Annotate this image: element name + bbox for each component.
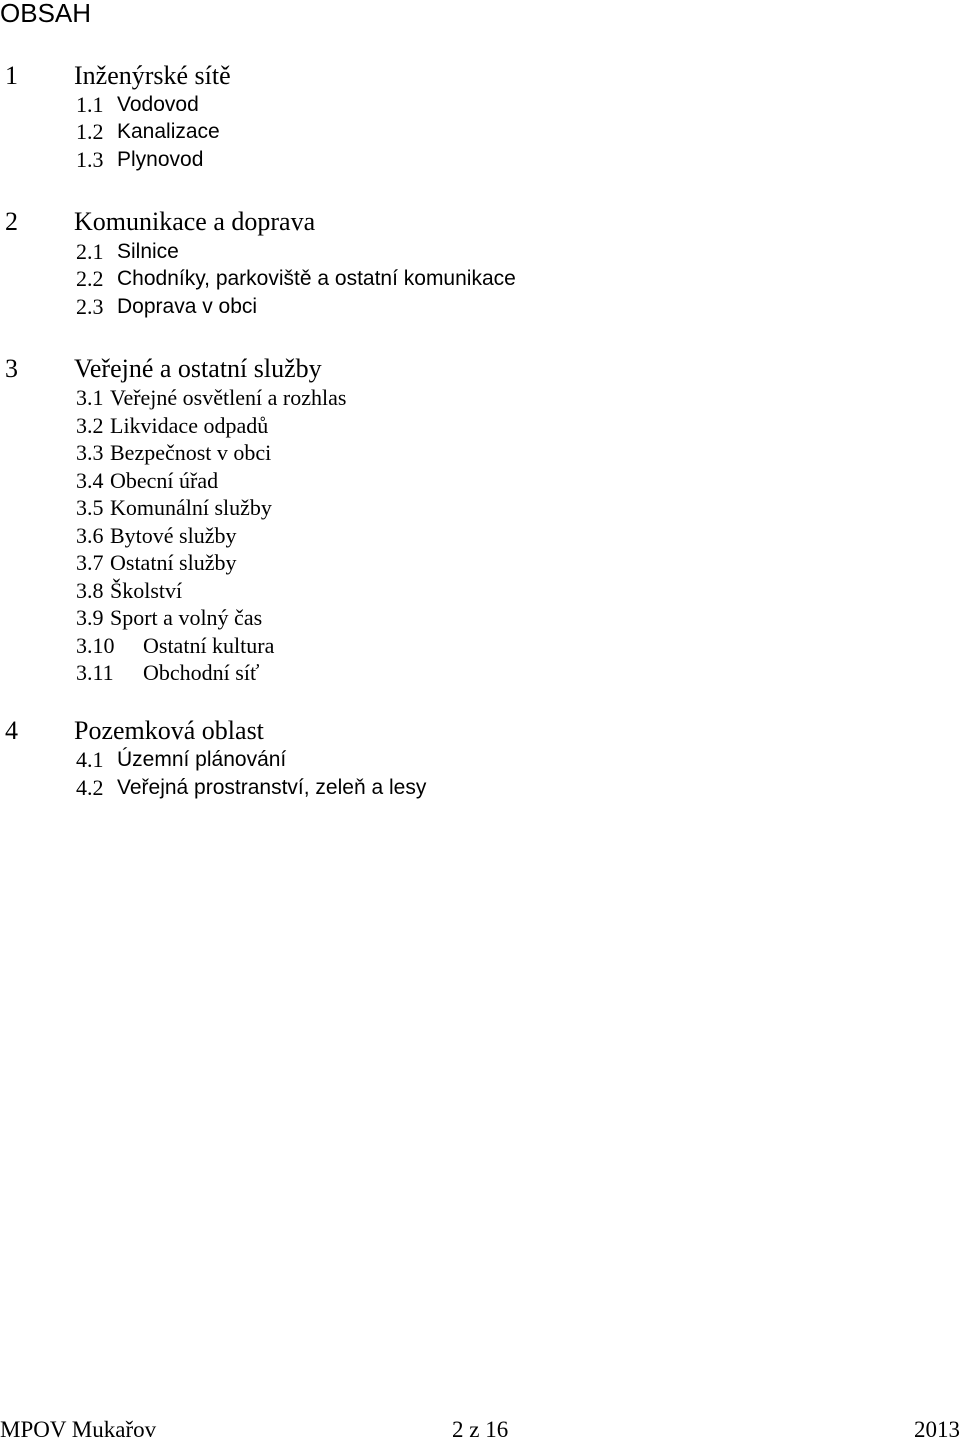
section-number: 2 xyxy=(5,207,18,236)
section-number: 1 xyxy=(5,61,18,90)
toc-item xyxy=(0,118,960,146)
toc-item xyxy=(0,384,960,412)
item-label: Územní plánování xyxy=(117,748,287,771)
toc-item xyxy=(0,467,960,495)
item-number: 3.7 xyxy=(76,550,104,575)
item-label: Likvidace odpadů xyxy=(110,413,269,438)
toc-item xyxy=(0,632,960,660)
item-number: 1.3 xyxy=(76,147,104,172)
item-number: 3.5 xyxy=(76,495,104,520)
item-number: 3.11 xyxy=(76,660,114,685)
item-label: Bytové služby xyxy=(110,523,237,548)
item-label: Bezpečnost v obci xyxy=(110,440,272,465)
section-title: Veřejné a ostatní služby xyxy=(74,354,322,383)
toc-section-heading xyxy=(0,62,960,90)
toc-section-heading xyxy=(0,208,960,236)
toc-item xyxy=(0,91,960,119)
item-label: Veřejná prostranství, zeleň a lesy xyxy=(117,776,427,799)
toc-item xyxy=(0,549,960,577)
toc-item xyxy=(0,774,960,802)
toc-item xyxy=(0,439,960,467)
toc-item xyxy=(0,659,960,687)
item-label: Sport a volný čas xyxy=(110,605,263,630)
toc-item xyxy=(0,494,960,522)
toc-item xyxy=(0,265,960,293)
item-label: Doprava v obci xyxy=(117,295,258,318)
toc-item xyxy=(0,604,960,632)
item-label: Kanalizace xyxy=(117,120,220,143)
toc-item xyxy=(0,146,960,174)
item-label: Školství xyxy=(110,578,183,603)
footer-document-name: MPOV Mukařov xyxy=(0,1417,157,1442)
item-label: Chodníky, parkoviště a ostatní komunikace xyxy=(117,267,516,290)
item-label: Obecní úřad xyxy=(110,468,219,493)
item-number: 3.10 xyxy=(76,633,115,658)
item-number: 2.2 xyxy=(76,266,104,291)
footer-year: 2013 xyxy=(914,1417,960,1442)
item-number: 3.8 xyxy=(76,578,104,603)
item-number: 4.1 xyxy=(76,747,104,772)
toc-item xyxy=(0,293,960,321)
toc-item xyxy=(0,577,960,605)
item-label: Plynovod xyxy=(117,148,204,171)
section-title: Komunikace a doprava xyxy=(74,207,316,236)
toc-item xyxy=(0,412,960,440)
item-number: 3.6 xyxy=(76,523,104,548)
section-title: Inženýrské sítě xyxy=(74,61,231,90)
section-title: Pozemková oblast xyxy=(74,716,264,745)
toc-item xyxy=(0,238,960,266)
toc-section-heading xyxy=(0,717,960,745)
item-label: Silnice xyxy=(117,240,179,263)
toc-section-heading xyxy=(0,355,960,383)
page-footer xyxy=(0,1418,960,1442)
section-number: 4 xyxy=(5,716,18,745)
item-label: Vodovod xyxy=(117,93,199,116)
item-label: Veřejné osvětlení a rozhlas xyxy=(110,385,347,410)
toc-item xyxy=(0,746,960,774)
item-label: Ostatní služby xyxy=(110,550,237,575)
item-label: Komunální služby xyxy=(110,495,272,520)
item-number: 3.9 xyxy=(76,605,104,630)
item-label: Obchodní síť xyxy=(143,660,260,685)
item-number: 3.2 xyxy=(76,413,104,438)
section-number: 3 xyxy=(5,354,18,383)
item-number: 1.2 xyxy=(76,119,104,144)
item-number: 3.3 xyxy=(76,440,104,465)
item-number: 3.1 xyxy=(76,385,104,410)
item-number: 2.3 xyxy=(76,294,104,319)
page-title: OBSAH xyxy=(0,0,92,28)
toc-item xyxy=(0,522,960,550)
item-number: 1.1 xyxy=(76,92,104,117)
item-number: 3.4 xyxy=(76,468,104,493)
item-number: 2.1 xyxy=(76,239,104,264)
item-number: 4.2 xyxy=(76,775,104,800)
footer-page-number: 2 z 16 xyxy=(452,1417,509,1442)
item-label: Ostatní kultura xyxy=(143,633,275,658)
